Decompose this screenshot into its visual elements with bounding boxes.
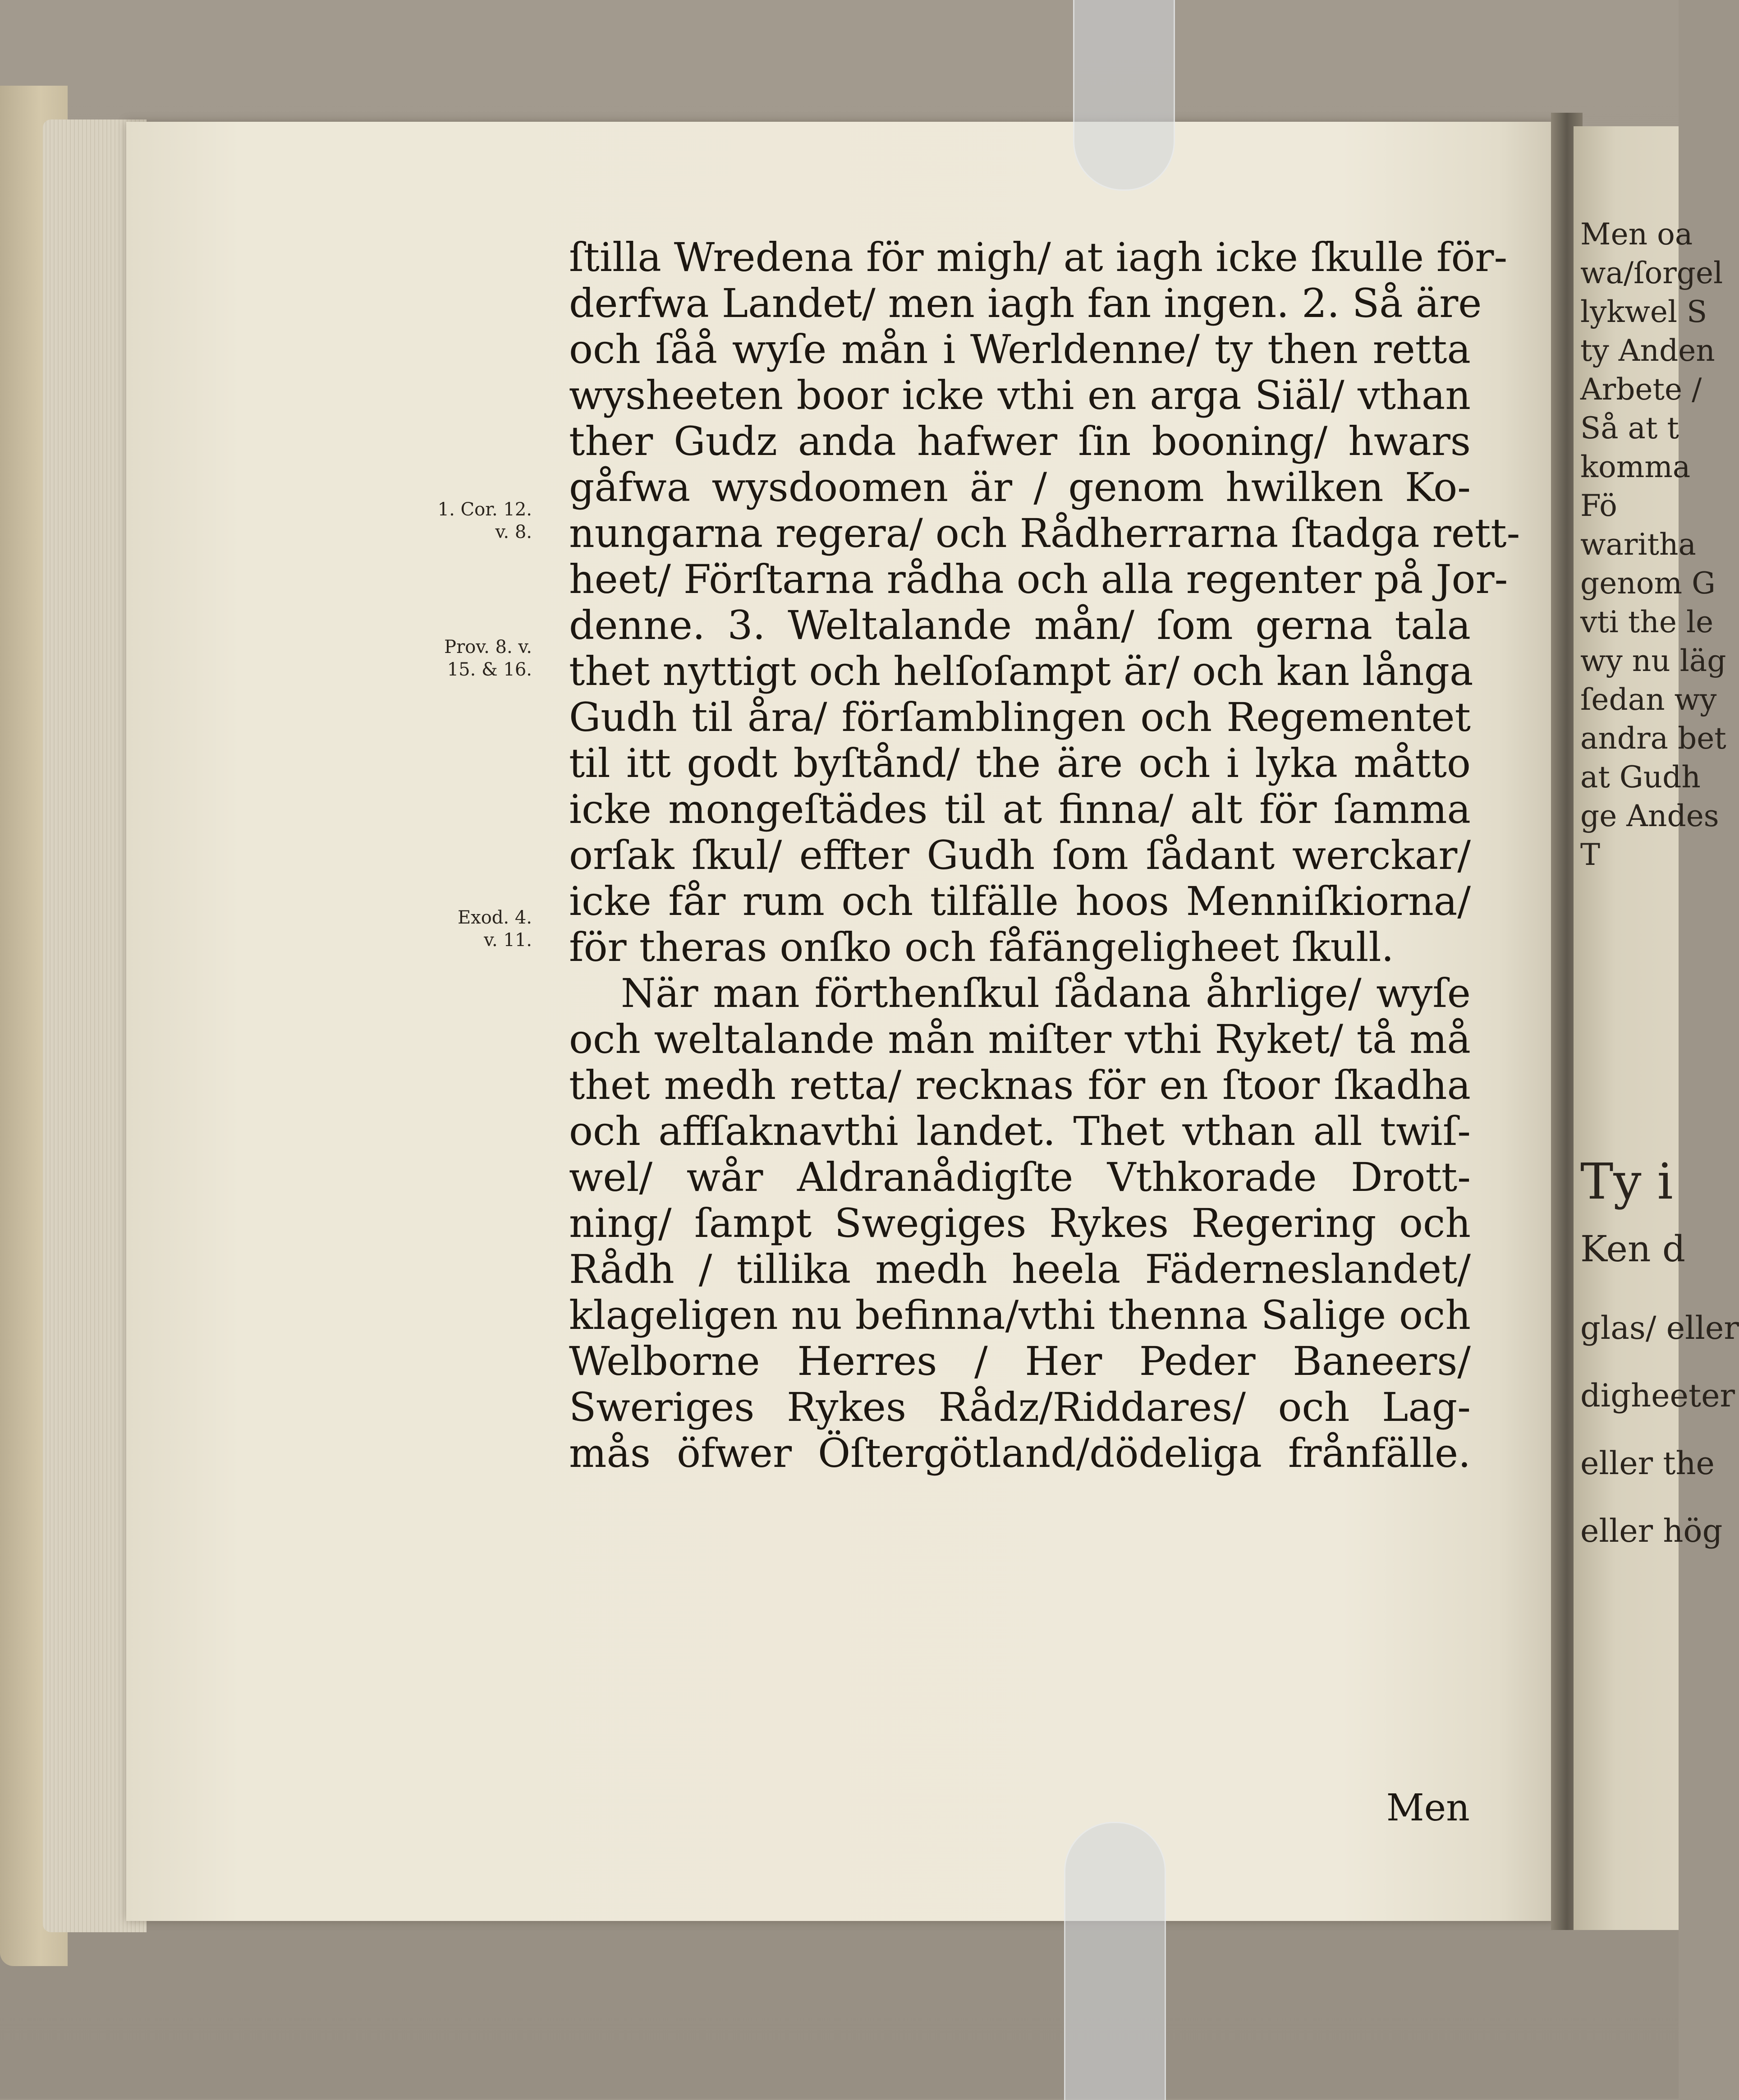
facing-line: Så at t [1580,411,1679,446]
text-line: denne. 3. Weltalande mån/ ſom gerna tala [569,602,1471,648]
marginal-note-line: v. 11. [484,930,532,951]
marginal-note-line: Exod. 4. [457,907,532,928]
text-line: icke får rum och tilfälle hoos Menniſkiorna/ [569,878,1471,924]
text-line: thet medh retta/ recknas för en ſtoor ſkadha [569,1062,1471,1108]
facing-line: eller the [1580,1445,1715,1482]
paragraph-start: När man förthenſkul ſådana åhrlige/ wyſe [621,970,1471,1016]
text-line: heet/ Förſtarna rådha och alla regenter på Jor- [569,556,1508,602]
facing-line: wy nu läg [1580,643,1726,678]
catchword: Men [1386,1787,1470,1829]
marginal-note-line: 15. & 16. [447,659,532,680]
facing-page-text [1580,216,1726,876]
facing-line: vti the le [1580,605,1714,639]
marginal-note [383,906,532,951]
text-line: mås öfwer Öſtergötland/dödeliga frånfälle. [569,1430,1471,1476]
facing-line: lykwel S [1580,294,1707,329]
facing-line: Arbete / [1580,372,1702,407]
text-line: och weltalande mån miſter vthi Ryket/ tå må [569,1016,1471,1062]
facing-line: ge Andes [1580,799,1719,833]
facing-line: waritha [1580,527,1696,562]
text-line: Sweriges Rykes Rådz/Riddares/ och Lag- [569,1384,1471,1430]
facing-page-text [1580,1308,1739,1578]
text-line: Gudh til åra/ förſamblingen och Regementet [569,694,1471,740]
text-line: och affſaknavthi landet. Thet vthan all twiſ- [569,1108,1471,1154]
text-line: ning/ ſampt Swegiges Rykes Regering och [569,1200,1471,1246]
marginal-note [383,636,532,681]
marginal-note [383,498,532,543]
text-line: ther Gudz anda hafwer ſin booning/ hwars [569,418,1471,464]
text-line: derfwa Landet/ men iagh fan ingen. 2. Så äre [569,280,1482,326]
facing-line: ty Anden [1580,333,1715,368]
text-line: thet nyttigt och helſoſampt är/ och kan långa [569,648,1473,694]
page-clip-bottom [1064,1822,1166,2100]
facing-line: andra bet [1580,721,1726,756]
text-line: gåfwa wysdoomen är / genom hwilken Ko- [569,464,1471,510]
facing-page-heading [1580,1153,1686,1290]
text-line: wel/ wår Aldranådigſte Vthkorade Drott- [569,1154,1471,1200]
facing-line: digheeter [1580,1377,1735,1414]
facing-line: genom G [1580,566,1716,601]
facing-line: glas/ eller [1580,1310,1739,1346]
facing-line: at Gudh [1580,760,1701,795]
main-text-block [569,234,1520,1476]
facing-line: ſedan wy [1580,682,1717,717]
text-line: icke mongeſtädes til at finna/ alt för ſamma [569,786,1471,832]
text-line: til itt godt byſtånd/ the äre och i lyka måtto [569,740,1471,786]
text-line: orſak ſkul/ effter Gudh ſom ſådant werckar/ [569,832,1471,878]
text-line: Welborne Herres / Her Peder Baneers/ [569,1338,1471,1384]
marginal-note-line: Prov. 8. v. [444,637,532,657]
facing-line: Ty i [1580,1153,1673,1210]
text-line: för theras onſko och fåfängeligheet ſkull. [569,924,1394,970]
facing-line: Men oa [1580,217,1693,252]
facing-line: wa/ſorgel [1580,256,1723,290]
facing-line: eller hög [1580,1512,1723,1549]
text-line: nungarna regera/ och Rådherrarna ſtadga rett- [569,510,1520,556]
text-line: ſtilla Wredena för migh/ at iagh icke ſkulle för- [569,234,1508,280]
text-line: Rådh / tillika medh heela Fäderneslandet/ [569,1246,1471,1292]
facing-line: T [1580,837,1601,872]
facing-line: Ken d [1580,1228,1686,1270]
text-line: och ſåå wyſe mån i Werldenne/ ty then retta [569,326,1471,372]
text-line: wysheeten boor icke vthi en arga Siäl/ vthan [569,372,1471,418]
page-clip-top [1073,0,1175,191]
facing-line: komma [1580,450,1691,484]
text-line: klageligen nu befinna/vthi thenna Salige och [569,1292,1471,1338]
marginal-note-line: 1. Cor. 12. [437,499,532,520]
marginal-note-line: v. 8. [495,522,532,542]
facing-line: Fö [1580,488,1617,523]
